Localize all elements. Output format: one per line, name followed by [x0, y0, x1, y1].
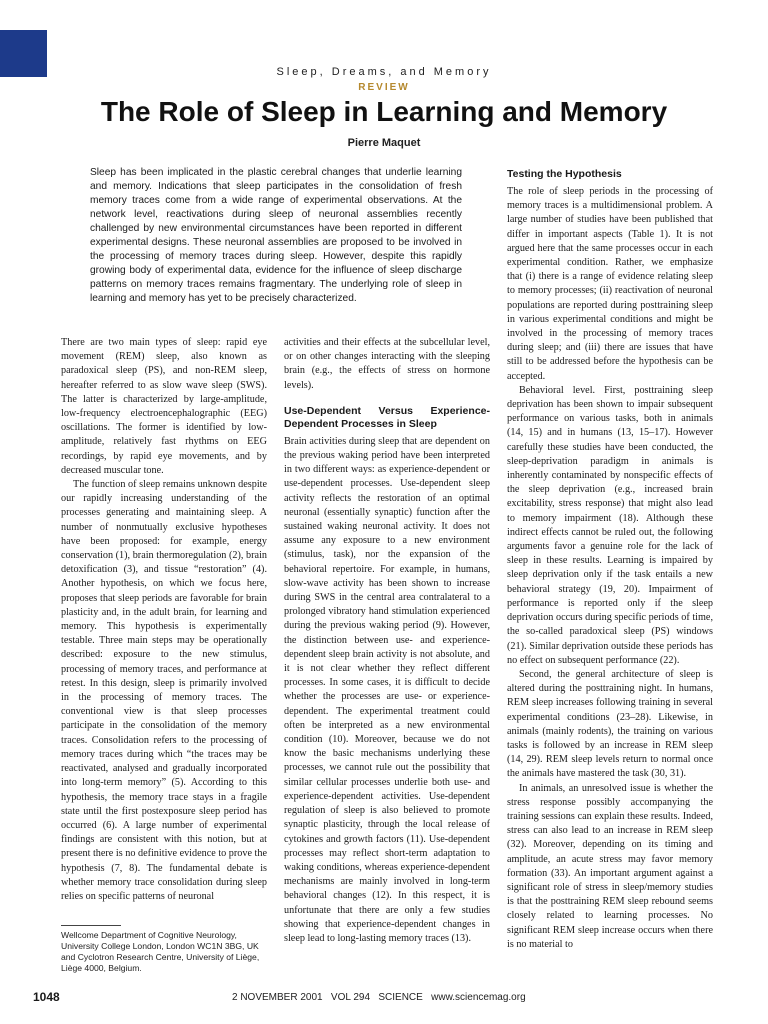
- section-header: Sleep, Dreams, and Memory: [276, 66, 492, 78]
- paragraph: Behavioral level. First, posttraining sleep deprivation has been shown to impair subsequent performance on various tasks, both in animals (14, 15) and in humans (13, 15–17). However carefully these studies have been conducted, the sleep-deprivation paradigm in animals is inherently contaminated by nonspecific effects of the sleep deprivation (e.g., increased brain excitability, stress response) that might also lead to memory impairment (18). Although these indirect effects cannot be ruled out, the following arguments favor a genuine role for the lack of sleep in these results. Learning is impaired by sleep deprivation only if the task entails a new behavioral strategy (19, 20). Impairment of performance is reported only if the sleep deprivation occurs during specific periods of time, the so-called paradoxical sleep (PS) windows (21). Similar deprivation outside these periods has no effect on subsequent performance (22).: [507, 384, 713, 666]
- article-type-label: REVIEW: [358, 82, 410, 93]
- section-heading: Testing the Hypothesis: [507, 168, 622, 180]
- body-column-1: [61, 336, 267, 922]
- paragraph: activities and their effects at the subcellular level, or on other changes interacting with the sleeping brain (e.g., the effects of stress on hormone levels).: [284, 337, 490, 391]
- author-affiliation: Wellcome Department of Cognitive Neurology, University College London, London WC1N 3BG, UK and Cyclotron Research Centre, University of Liège, Liège 4000, Belgium.: [61, 930, 260, 973]
- paragraph: There are two main types of sleep: rapid eye movement (REM) sleep, also known as paradoxical sleep (PS), and non-REM sleep, hereafter referred to as slow wave sleep (SWS). The latter is characterized by large-amplitude, low-frequency electroencephalographic (EEG) oscillations. The former is identified by low-amplitude, relatively fast rhythms on EEG recordings, by rapid eye movements, and by decreased muscular tone.: [61, 337, 267, 476]
- affiliation-divider: [61, 925, 121, 926]
- paragraph: The function of sleep remains unknown despite our rapidly increasing understanding of the processes generating and maintaining sleep. A number of nonmutually exclusive hypotheses have been proposed: for example, energy conservation (1), brain thermoregulation (2), brain detoxification (3), and tissue “restoration” (4). Another hypothesis, on which we focus here, proposes that sleep periods are favorable for brain plasticity and, in the adult brain, for learning and memory. This hypothesis is experimentally testable. Three main steps may be operationally described: exposure to the new stimulus, processing of memory traces, and performance at retest. In this design, sleep is primarily involved in the processing of memory traces. The conventional view is that sleep processes participate in the consolidation of the memory traces. Consolidation refers to the processing of memory traces during which “the traces may be reactivated, analysed and gradually incorporated into long-term memory” (5). According to this hypothesis, the memory trace stays in a fragile state until the first postexposure sleep period has occurred (6). A large number of experimental findings are consistent with this notion, but at present there is no definitive evidence to prove the hypothesis (7, 8). The fundamental debate is whether memory trace consolidation during sleep relies on specific patterns of neuronal: [61, 479, 267, 902]
- section-heading: Use-Dependent Versus Experience-Dependent Processes in Sleep: [284, 404, 490, 430]
- author-name: Pierre Maquet: [347, 137, 421, 149]
- body-column-2: [284, 336, 490, 982]
- article-title: The Role of Sleep in Learning and Memory: [100, 96, 668, 127]
- paragraph: Brain activities during sleep that are dependent on the previous waking period have been interpreted in two different ways: as experience-dependent or use-dependent processes. Use-dependent sleep activity reflects the restoration of an optimal neuronal (essentially synaptic) function after the sustained waking neuronal activity. It does not assume any exposure to a new environment (stimulus, task), nor the expansion of the behavioral repertoire. For example, in humans, slow-wave activity has been shown to increase during SWS in the central area contralateral to a prolonged vibratory hand stimulation experienced during the previous waking period (9). However, the distinction between use- and experience-dependent sleep brain activity is not absolute, and it is not clear whether they reflect different processes. In some cases, it is difficult to decide whether the processes are use- or experience-dependent. The experimental treatment could often be interpreted as a new environmental condition (10). Moreover, because we do not know the basic mechanisms underlying these processes, we cannot rule out the possibility that similar cellular processes underlie both use- and experience-dependent activities. Use-dependent regulation of sleep is also believed to promote synaptic plasticity, through the local release of cytokines and growth factors (11). Use-dependent processes may reflect short-term adaptation to waking conditions, whereas experience-dependent mechanisms are mainly involved in long-term behavioral changes (12). In this respect, it is unfortunate that there are only a few studies showing that experience-dependent changes in sleep lead to long-lasting memory traces (13).: [284, 435, 490, 944]
- paragraph: The role of sleep periods in the processing of memory traces is a multidimensional problem. A large number of studies have been published that differ in important aspects (Table 1). It is not argued here that the same processes occur in each experimental condition. Rather, we emphasize that (i) there is a range of evidence relating sleep to memory processes; (ii) reactivation of neuronal populations are reported during posttraining sleep in various experimental conditions and might be involved in the processing of memory traces during sleep; and (iii) there are issues that have still to be addressed before the hypothesis can be accepted.: [507, 186, 713, 382]
- paragraph: Second, the general architecture of sleep is altered during the posttraining night. In humans, REM sleep increases following training in several experimental conditions (23–28). Likewise, in animals (mainly rodents), the training on various tasks is followed by an increase in REM sleep (14, 29). REM sleep levels return to normal once the animals have mastered the task (30, 31).: [507, 668, 713, 780]
- paragraph: In animals, an unresolved issue is whether the stress response possibly accompanying the training sessions can explain these results. Indeed, stress can also lead to an increase in REM sleep (32). Moreover, depending on its timing and amplitude, an acute stress may favor memory formation (33). An important argument against a significant role of stress in sleep/memory studies is that the posttraining REM sleep rebound seems closely related to learning processes. No significant REM sleep increase occurs when there is no material to: [507, 782, 713, 950]
- body-column-3: [507, 185, 713, 985]
- page-number: 1048: [33, 990, 60, 1004]
- journal-citation: 2 NOVEMBER 2001 VOL 294 SCIENCE www.sciencemag.org: [232, 992, 526, 1003]
- abstract: Sleep has been implicated in the plastic cerebral changes that underlie learning and memory. Indications that sleep participates in the consolidation of fresh memory traces come from a wide range of experimental observations. At the network level, reactivations during sleep of neuronal assemblies recently challenged by new environmental circumstances have been reported in different experimental designs. These neuronal assemblies are proposed to be involved in the processing of memory traces during sleep. However, despite this rapidly growing body of experimental data, evidence for the influence of sleep discharge patterns on memory traces remains fragmentary. The underlying role of sleep in learning and memory has yet to be precisely characterized.: [90, 167, 462, 304]
